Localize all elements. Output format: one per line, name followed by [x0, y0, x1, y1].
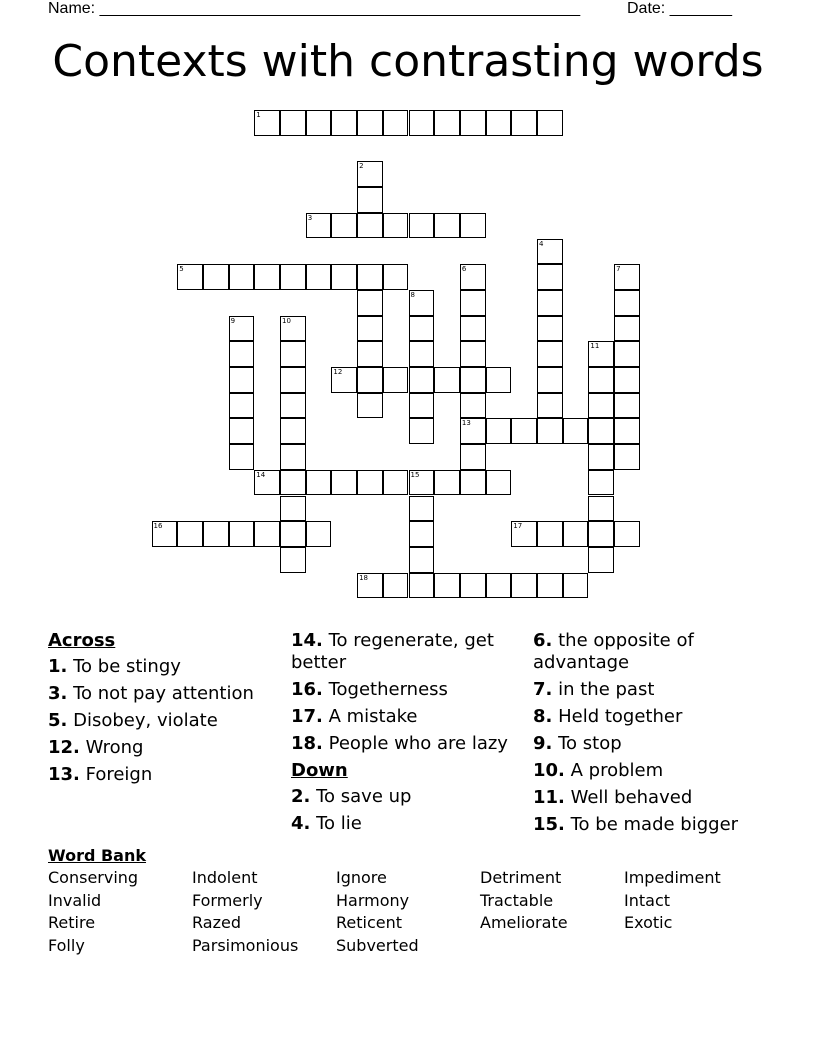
grid-cell[interactable] — [460, 393, 486, 419]
word-bank-word: Ameliorate — [480, 913, 568, 933]
grid-cell[interactable] — [588, 496, 614, 522]
clue-text: A mistake — [322, 706, 418, 727]
clues-column-2 — [291, 630, 526, 840]
grid-cell[interactable] — [306, 521, 332, 547]
clue-text: To save up — [310, 786, 412, 807]
cell-number: 6 — [461, 265, 467, 274]
word-bank-word: Conserving — [48, 868, 139, 887]
grid-cell[interactable] — [409, 316, 435, 342]
grid-cell[interactable] — [511, 418, 537, 444]
grid-cell[interactable] — [357, 264, 383, 290]
clue — [48, 764, 278, 786]
grid-cell[interactable] — [383, 110, 409, 136]
grid-cell[interactable] — [331, 264, 357, 290]
clue-number: 6. — [533, 630, 553, 651]
grid-cell[interactable] — [588, 470, 614, 496]
word-bank-word: Formerly — [192, 890, 263, 910]
clue-number: 8. — [533, 706, 553, 727]
grid-cell[interactable] — [537, 239, 563, 265]
grid-cell[interactable] — [280, 393, 306, 419]
cell-number: 10 — [282, 316, 291, 325]
cell-number: 4 — [539, 239, 544, 248]
grid-cell[interactable] — [409, 290, 435, 316]
grid-cell[interactable] — [434, 367, 460, 393]
clue — [48, 656, 278, 678]
grid-cell[interactable] — [229, 341, 255, 367]
grid-cell[interactable] — [280, 264, 306, 290]
grid-cell[interactable] — [614, 418, 640, 444]
grid-cell[interactable] — [357, 110, 383, 136]
grid-cell[interactable] — [434, 573, 460, 599]
grid-cell[interactable] — [203, 521, 229, 547]
grid-cell[interactable] — [306, 470, 332, 496]
grid-cell[interactable] — [409, 547, 435, 573]
clue-number: 14. — [291, 630, 323, 651]
grid-cell[interactable] — [331, 470, 357, 496]
grid-cell[interactable] — [486, 110, 512, 136]
clue-text: To not pay attention — [67, 683, 254, 704]
grid-cell[interactable] — [588, 393, 614, 419]
cell-number: 2 — [359, 162, 364, 171]
grid-cell[interactable] — [306, 213, 332, 239]
clue-text: To lie — [310, 813, 362, 834]
grid-cell[interactable] — [357, 213, 383, 239]
clue-number: 2. — [291, 786, 311, 807]
grid-cell[interactable] — [203, 264, 229, 290]
clue — [533, 630, 763, 674]
grid-cell[interactable] — [434, 470, 460, 496]
clue-number: 12. — [48, 737, 80, 758]
grid-cell[interactable] — [254, 110, 280, 136]
grid-cell[interactable] — [614, 316, 640, 342]
grid-cell[interactable] — [409, 521, 435, 547]
grid-cell[interactable] — [537, 393, 563, 419]
word-bank-word: Harmony — [336, 890, 410, 910]
clue — [291, 679, 526, 701]
grid-cell[interactable] — [537, 367, 563, 393]
clue-text: A problem — [564, 760, 664, 781]
grid-cell[interactable] — [331, 213, 357, 239]
clue-number: 3. — [48, 683, 68, 704]
clue — [533, 814, 763, 836]
grid-cell[interactable] — [229, 444, 255, 470]
grid-cell[interactable] — [537, 316, 563, 342]
grid-cell[interactable] — [460, 470, 486, 496]
grid-cell[interactable] — [229, 316, 255, 342]
grid-cell[interactable] — [357, 367, 383, 393]
cell-number: 11 — [590, 342, 600, 351]
word-bank-word: Tractable — [480, 890, 554, 910]
clue — [48, 737, 278, 759]
grid-cell[interactable] — [614, 521, 640, 547]
grid-cell[interactable] — [229, 418, 255, 444]
grid-cell[interactable] — [280, 316, 306, 342]
grid-cell[interactable] — [460, 444, 486, 470]
word-bank-word: Reticent — [336, 913, 403, 933]
clue-number: 4. — [291, 813, 311, 834]
word-bank-word: Impediment — [624, 868, 721, 887]
grid-cell[interactable] — [537, 264, 563, 290]
word-bank-word: Parsimonious — [192, 935, 299, 955]
clue — [291, 630, 526, 674]
word-bank-word: Exotic — [624, 913, 673, 933]
word-bank-word: Subverted — [336, 935, 419, 955]
grid-cell[interactable] — [460, 290, 486, 316]
grid-cell[interactable] — [614, 341, 640, 367]
clue-text: the opposite of advantage — [533, 630, 694, 673]
grid-cell[interactable] — [280, 547, 306, 573]
grid-cell[interactable] — [434, 213, 460, 239]
grid-cell[interactable] — [486, 573, 512, 599]
grid-cell[interactable] — [460, 264, 486, 290]
down-heading: Down — [291, 760, 348, 781]
grid-cell[interactable] — [409, 213, 435, 239]
grid-cell[interactable] — [357, 316, 383, 342]
grid-cell[interactable] — [331, 367, 357, 393]
grid-cell[interactable] — [588, 341, 614, 367]
clue-number: 17. — [291, 706, 323, 727]
grid-cell[interactable] — [563, 418, 589, 444]
grid-cell[interactable] — [280, 418, 306, 444]
grid-cell[interactable] — [280, 341, 306, 367]
grid-cell[interactable] — [177, 521, 203, 547]
grid-cell[interactable] — [357, 290, 383, 316]
word-bank-word: Folly — [48, 935, 85, 955]
clue-text: To stop — [552, 733, 622, 754]
grid-cell[interactable] — [357, 187, 383, 213]
cell-number: 13 — [461, 419, 471, 428]
grid-cell[interactable] — [152, 521, 178, 547]
cell-number: 18 — [359, 573, 369, 582]
grid-cell[interactable] — [460, 341, 486, 367]
grid-cell[interactable] — [280, 496, 306, 522]
grid-cell[interactable] — [357, 470, 383, 496]
grid-cell[interactable] — [511, 521, 537, 547]
cell-number: 16 — [153, 522, 163, 531]
name-field-label: Name: ______________________________________________________ — [48, 0, 581, 17]
clue — [48, 683, 278, 705]
grid-cell[interactable] — [229, 393, 255, 419]
clue-number: 18. — [291, 733, 323, 754]
clue-text: To regenerate, get better — [291, 630, 494, 673]
grid-cell[interactable] — [588, 367, 614, 393]
clue-number: 11. — [533, 787, 565, 808]
word-bank-word: Detriment — [480, 868, 562, 887]
grid-cell[interactable] — [460, 316, 486, 342]
cell-number: 12 — [333, 368, 343, 376]
word-bank-word: Retire — [48, 913, 96, 933]
clue-number: 10. — [533, 760, 565, 781]
grid-cell[interactable] — [254, 521, 280, 547]
clue-text: Disobey, violate — [67, 710, 218, 731]
grid-cell[interactable] — [331, 110, 357, 136]
cell-number: 14 — [256, 470, 266, 479]
across-heading: Across — [48, 630, 116, 651]
grid-cell[interactable] — [614, 444, 640, 470]
clue-text: Well behaved — [564, 787, 693, 808]
cell-number: 5 — [179, 265, 184, 274]
grid-cell[interactable] — [409, 393, 435, 419]
grid-cell[interactable] — [460, 110, 486, 136]
cell-number: 15 — [410, 470, 420, 479]
cell-number: 7 — [616, 265, 621, 274]
clues-column-3 — [533, 630, 763, 841]
grid-cell[interactable] — [409, 496, 435, 522]
word-bank-word: Intact — [624, 890, 671, 910]
grid-cell[interactable] — [588, 547, 614, 573]
grid-cell[interactable] — [614, 367, 640, 393]
cell-number: 17 — [513, 522, 523, 531]
grid-cell[interactable] — [177, 264, 203, 290]
grid-cell[interactable] — [306, 264, 332, 290]
grid-cell[interactable] — [511, 110, 537, 136]
clue — [291, 813, 526, 835]
word-bank-word: Ignore — [336, 868, 387, 887]
grid-cell[interactable] — [486, 418, 512, 444]
grid-cell[interactable] — [357, 573, 383, 599]
clue-text: To be made bigger — [564, 814, 739, 835]
grid-cell[interactable] — [614, 290, 640, 316]
grid-cell[interactable] — [588, 521, 614, 547]
clue — [533, 787, 763, 809]
grid-cell[interactable] — [357, 161, 383, 187]
clue-number: 9. — [533, 733, 553, 754]
word-bank-word: Razed — [192, 913, 241, 933]
grid-cell[interactable] — [229, 521, 255, 547]
clue-text: To be stingy — [67, 656, 181, 677]
grid-cell[interactable] — [383, 367, 409, 393]
grid-cell[interactable] — [254, 470, 280, 496]
clues-column-1 — [48, 630, 278, 791]
grid-cell[interactable] — [409, 367, 435, 393]
grid-cell[interactable] — [537, 290, 563, 316]
grid-cell[interactable] — [357, 393, 383, 419]
clue-number: 7. — [533, 679, 553, 700]
grid-cell[interactable] — [254, 264, 280, 290]
clue-text: Foreign — [79, 764, 153, 785]
grid-cell[interactable] — [588, 444, 614, 470]
clue-number: 1. — [48, 656, 68, 677]
grid-cell[interactable] — [409, 470, 435, 496]
clue-number: 5. — [48, 710, 68, 731]
word-bank-word: Invalid — [48, 890, 102, 910]
grid-cell[interactable] — [280, 110, 306, 136]
grid-cell[interactable] — [460, 573, 486, 599]
cell-number: 9 — [230, 316, 236, 325]
grid-cell[interactable] — [537, 521, 563, 547]
grid-cell[interactable] — [306, 110, 332, 136]
clue-text: Held together — [552, 706, 683, 727]
grid-cell[interactable] — [357, 341, 383, 367]
grid-cell[interactable] — [280, 367, 306, 393]
grid-cell[interactable] — [383, 264, 409, 290]
clue-text: Wrong — [79, 737, 144, 758]
grid-cell[interactable] — [537, 110, 563, 136]
grid-cell[interactable] — [588, 418, 614, 444]
grid-cell[interactable] — [537, 341, 563, 367]
clue — [533, 706, 763, 728]
cell-number: 8 — [410, 290, 415, 299]
clue — [48, 710, 278, 732]
grid-cell[interactable] — [563, 521, 589, 547]
grid-cell[interactable] — [409, 418, 435, 444]
grid-cell[interactable] — [280, 470, 306, 496]
grid-cell[interactable] — [409, 573, 435, 599]
clue-text: in the past — [552, 679, 655, 700]
grid-cell[interactable] — [537, 418, 563, 444]
date-field-label: Date: _______ — [627, 0, 732, 17]
grid-cell[interactable] — [614, 264, 640, 290]
clue-number: 15. — [533, 814, 565, 835]
grid-cell[interactable] — [409, 110, 435, 136]
clue — [291, 706, 526, 728]
clue-text: Togetherness — [322, 679, 448, 700]
grid-cell[interactable] — [280, 521, 306, 547]
grid-cell[interactable] — [460, 213, 486, 239]
clue — [291, 733, 526, 755]
clue-number: 16. — [291, 679, 323, 700]
clue — [533, 733, 763, 755]
grid-cell[interactable] — [229, 367, 255, 393]
grid-cell[interactable] — [280, 444, 306, 470]
grid-cell[interactable] — [229, 264, 255, 290]
grid-cell[interactable] — [614, 393, 640, 419]
clue — [291, 786, 526, 808]
cell-number: 3 — [307, 213, 313, 222]
page-title: Contexts with contrasting words — [52, 36, 764, 87]
grid-cell[interactable] — [486, 470, 512, 496]
grid-cell[interactable] — [460, 367, 486, 393]
clue-number: 13. — [48, 764, 80, 785]
cell-number: 1 — [256, 111, 261, 119]
clue — [533, 760, 763, 782]
grid-cell[interactable] — [563, 573, 589, 599]
grid-cell[interactable] — [486, 367, 512, 393]
clue-text: People who are lazy — [322, 733, 508, 754]
grid-cell[interactable] — [537, 573, 563, 599]
grid-cell[interactable] — [434, 110, 460, 136]
grid-cell[interactable] — [383, 213, 409, 239]
clue — [533, 679, 763, 701]
grid-cell[interactable] — [409, 341, 435, 367]
grid-cell[interactable] — [383, 573, 409, 599]
grid-cell[interactable] — [383, 470, 409, 496]
word-bank-word: Indolent — [192, 868, 258, 887]
grid-cell[interactable] — [511, 573, 537, 599]
word-bank-title: Word Bank — [48, 846, 147, 865]
grid-cell[interactable] — [460, 418, 486, 444]
